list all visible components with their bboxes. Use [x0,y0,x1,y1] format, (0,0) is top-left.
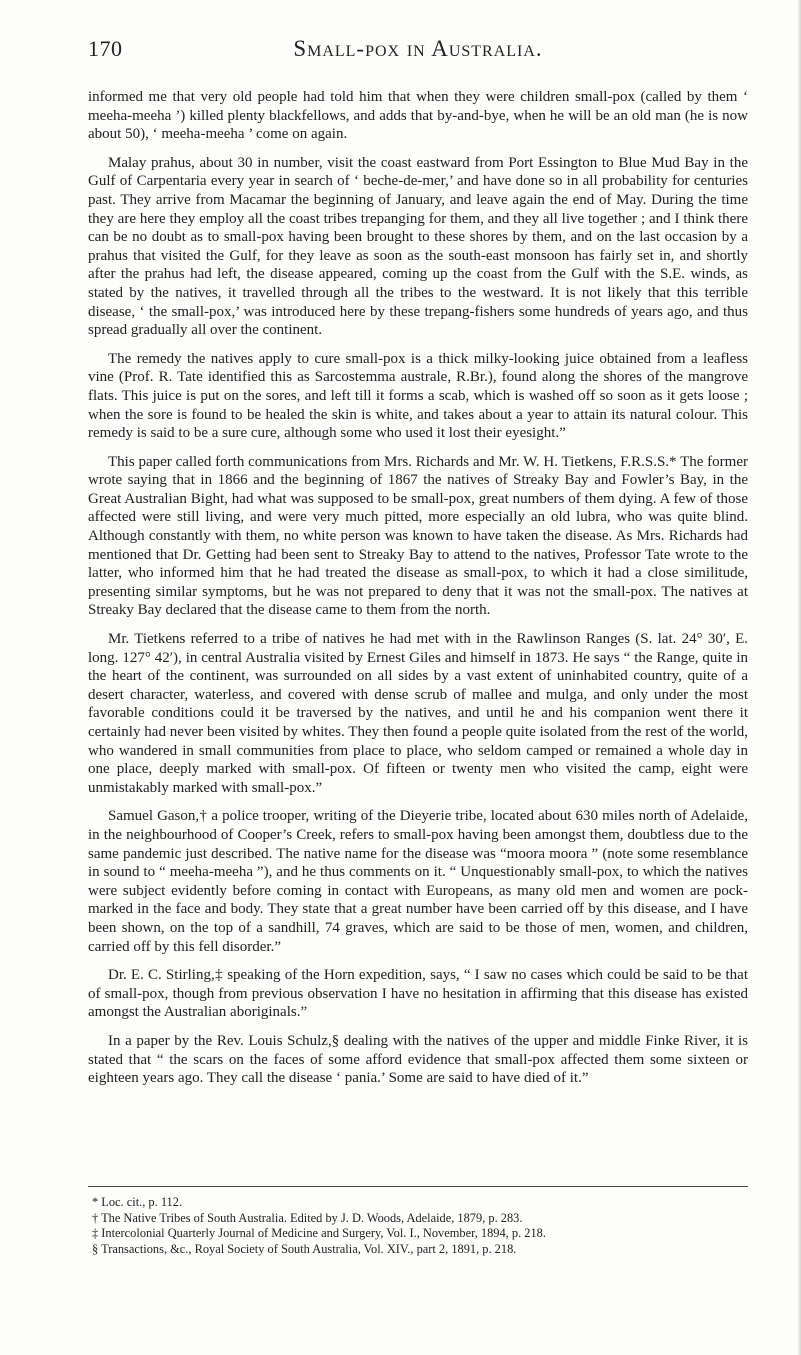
paragraph: Malay prahus, about 30 in number, visit the coast eastward from Port Essington to Blue Mud Bay in the Gulf of Carpentaria every year in search of ‘ beche-de-mer,’ and have done so in all probability for centuries past. They arrive from Macamar the beginning of January, and leave again the end of May. During the time they are here they employ all the coast tribes trepanging for them, and they all live together ; and I think there can be no doubt as to small-pox having been brought to these shores by them, and on the last occasion by a prahus that visited the Gulf, for they leave as soon as the south-east monsoon has fairly set in, and shortly after the prahus had left, the disease appeared, coming up the coast from the Gulf with the S.E. winds, as stated by the natives, it travelled through all the tribes to the westward. It is not likely that this terrible disease, ‘ the small-pox,’ was introduced here by these trepang-fishers some hundreds of years ago, and thus spread gradually all over the continent. [88,154,748,339]
body-text [88,88,748,1098]
footnote: † The Native Tribes of South Australia. Edited by J. D. Woods, Adelaide, 1879, p. 283. [92,1210,523,1225]
page-number: 170 [88,36,123,61]
footnote: § Transactions, &c., Royal Society of South Australia, Vol. XIV., part 2, 1891, p. 218. [92,1241,517,1256]
paragraph: This paper called forth communications from Mrs. Richards and Mr. W. H. Tietkens, F.R.S.S.* The former wrote saying that in 1866 and the beginning of 1867 the natives of Streaky Bay and Fowler’s Bay, in the Great Australian Bight, had what was supposed to be small-pox, great numbers of them dying. A few of those affected were still living, and were very much pitted, more especially an old lubra, who was quite blind. Although constantly with them, no white person was known to have taken the disease. As Mrs. Richards had mentioned that Dr. Getting had been sent to Streaky Bay to attend to the natives, Professor Tate wrote to the latter, who informed him that he had treated the disease as small-pox, to which it had a close similitude, presenting similar symptoms, but he was not prepared to deny that it was not the small-pox. The natives at Streaky Bay declared that the disease came to them from the north. [88,453,748,619]
paragraph: Samuel Gason,† a police trooper, writing of the Dieyerie tribe, located about 630 miles north of Adelaide, in the neighbourhood of Cooper’s Creek, refers to small-pox having been amongst them, doubtless due to the same pandemic just described. The native name for the disease was “moora moora ” (note some resemblance in sound to “ meeha-meeha ”), and he thus comments on it. “ Unquestionably small-pox, to which the natives were subject evidently before coming in contact with Europeans, as many old men and women are pock-marked in the face and body. They state that a great number have been carried off by this disease, and I have been shown, on the top of a sandhill, 74 graves, which are said to be those of men, women, and children, carried off by this fell disorder.” [88,808,748,955]
running-head [88,36,748,64]
paragraph: Dr. E. C. Stirling,‡ speaking of the Horn expedition, says, “ I saw no cases which could be said to be that of small-pox, though from previous observation I have no hesitation in affirming that this disease has existed amongst the Australian aboriginals.” [88,967,748,1021]
paragraph: informed me that very old people had told him that when they were children small-pox (called by them ‘ meeha-meeha ’) killed plenty blackfellows, and adds that by-and-bye, when he will be an old man (he is now about 50), ‘ meeha-meeha ’ come on again. [88,89,748,143]
footnote: * Loc. cit., p. 112. [92,1195,183,1209]
footnote: ‡ Intercolonial Quarterly Journal of Medicine and Surgery, Vol. I., November, 1894, p. 218. [92,1226,546,1241]
footnotes [88,1186,748,1257]
footnote-rule [88,1186,748,1187]
paragraph: The remedy the natives apply to cure small-pox is a thick milky-looking juice obtained from a leafless vine (Prof. R. Tate identified this as Sarcostemma australe, R.Br.), found along the shores of the mangrove flats. This juice is put on the sores, and left till it forms a scab, which is washed off so soon as it gets loose ; when the sore is found to be healed the skin is white, and takes about a year to attain its natural colour. This remedy is said to be a sure cure, although some who used it lost their eyesight.” [88,350,748,442]
paragraph: In a paper by the Rev. Louis Schulz,§ dealing with the natives of the upper and middle Finke River, it is stated that “ the scars on the faces of some afford evidence that small-pox affected them some sixteen or eighteen years ago. They call the disease ‘ pania.’ Some are said to have died of it.” [88,1032,748,1087]
running-title: Small-pox in Australia. [293,36,543,61]
paragraph: Mr. Tietkens referred to a tribe of natives he had met with in the Rawlinson Ranges (S. lat. 24° 30′, E. long. 127° 42′), in central Australia visited by Ernest Giles and himself in 1873. He says “ the Range, quite in the heart of the continent, was surrounded on all sides by a vast extent of uninhabited country, quite of a desert character, waterless, and covered with dense scrub of mallee and mulga, and only under the most favorable conditions could it be traversed by the natives, and until he and his companion went there it certainly had never been visited by whites. They then found a people quite isolated from the rest of the world, who wandered in small communities from place to place, who seldom camped or remained a whole day in one place, deeply marked with small-pox. Of fifteen or twenty men who visited the camp, eight were unmistakably marked with small-pox.” [88,631,748,796]
